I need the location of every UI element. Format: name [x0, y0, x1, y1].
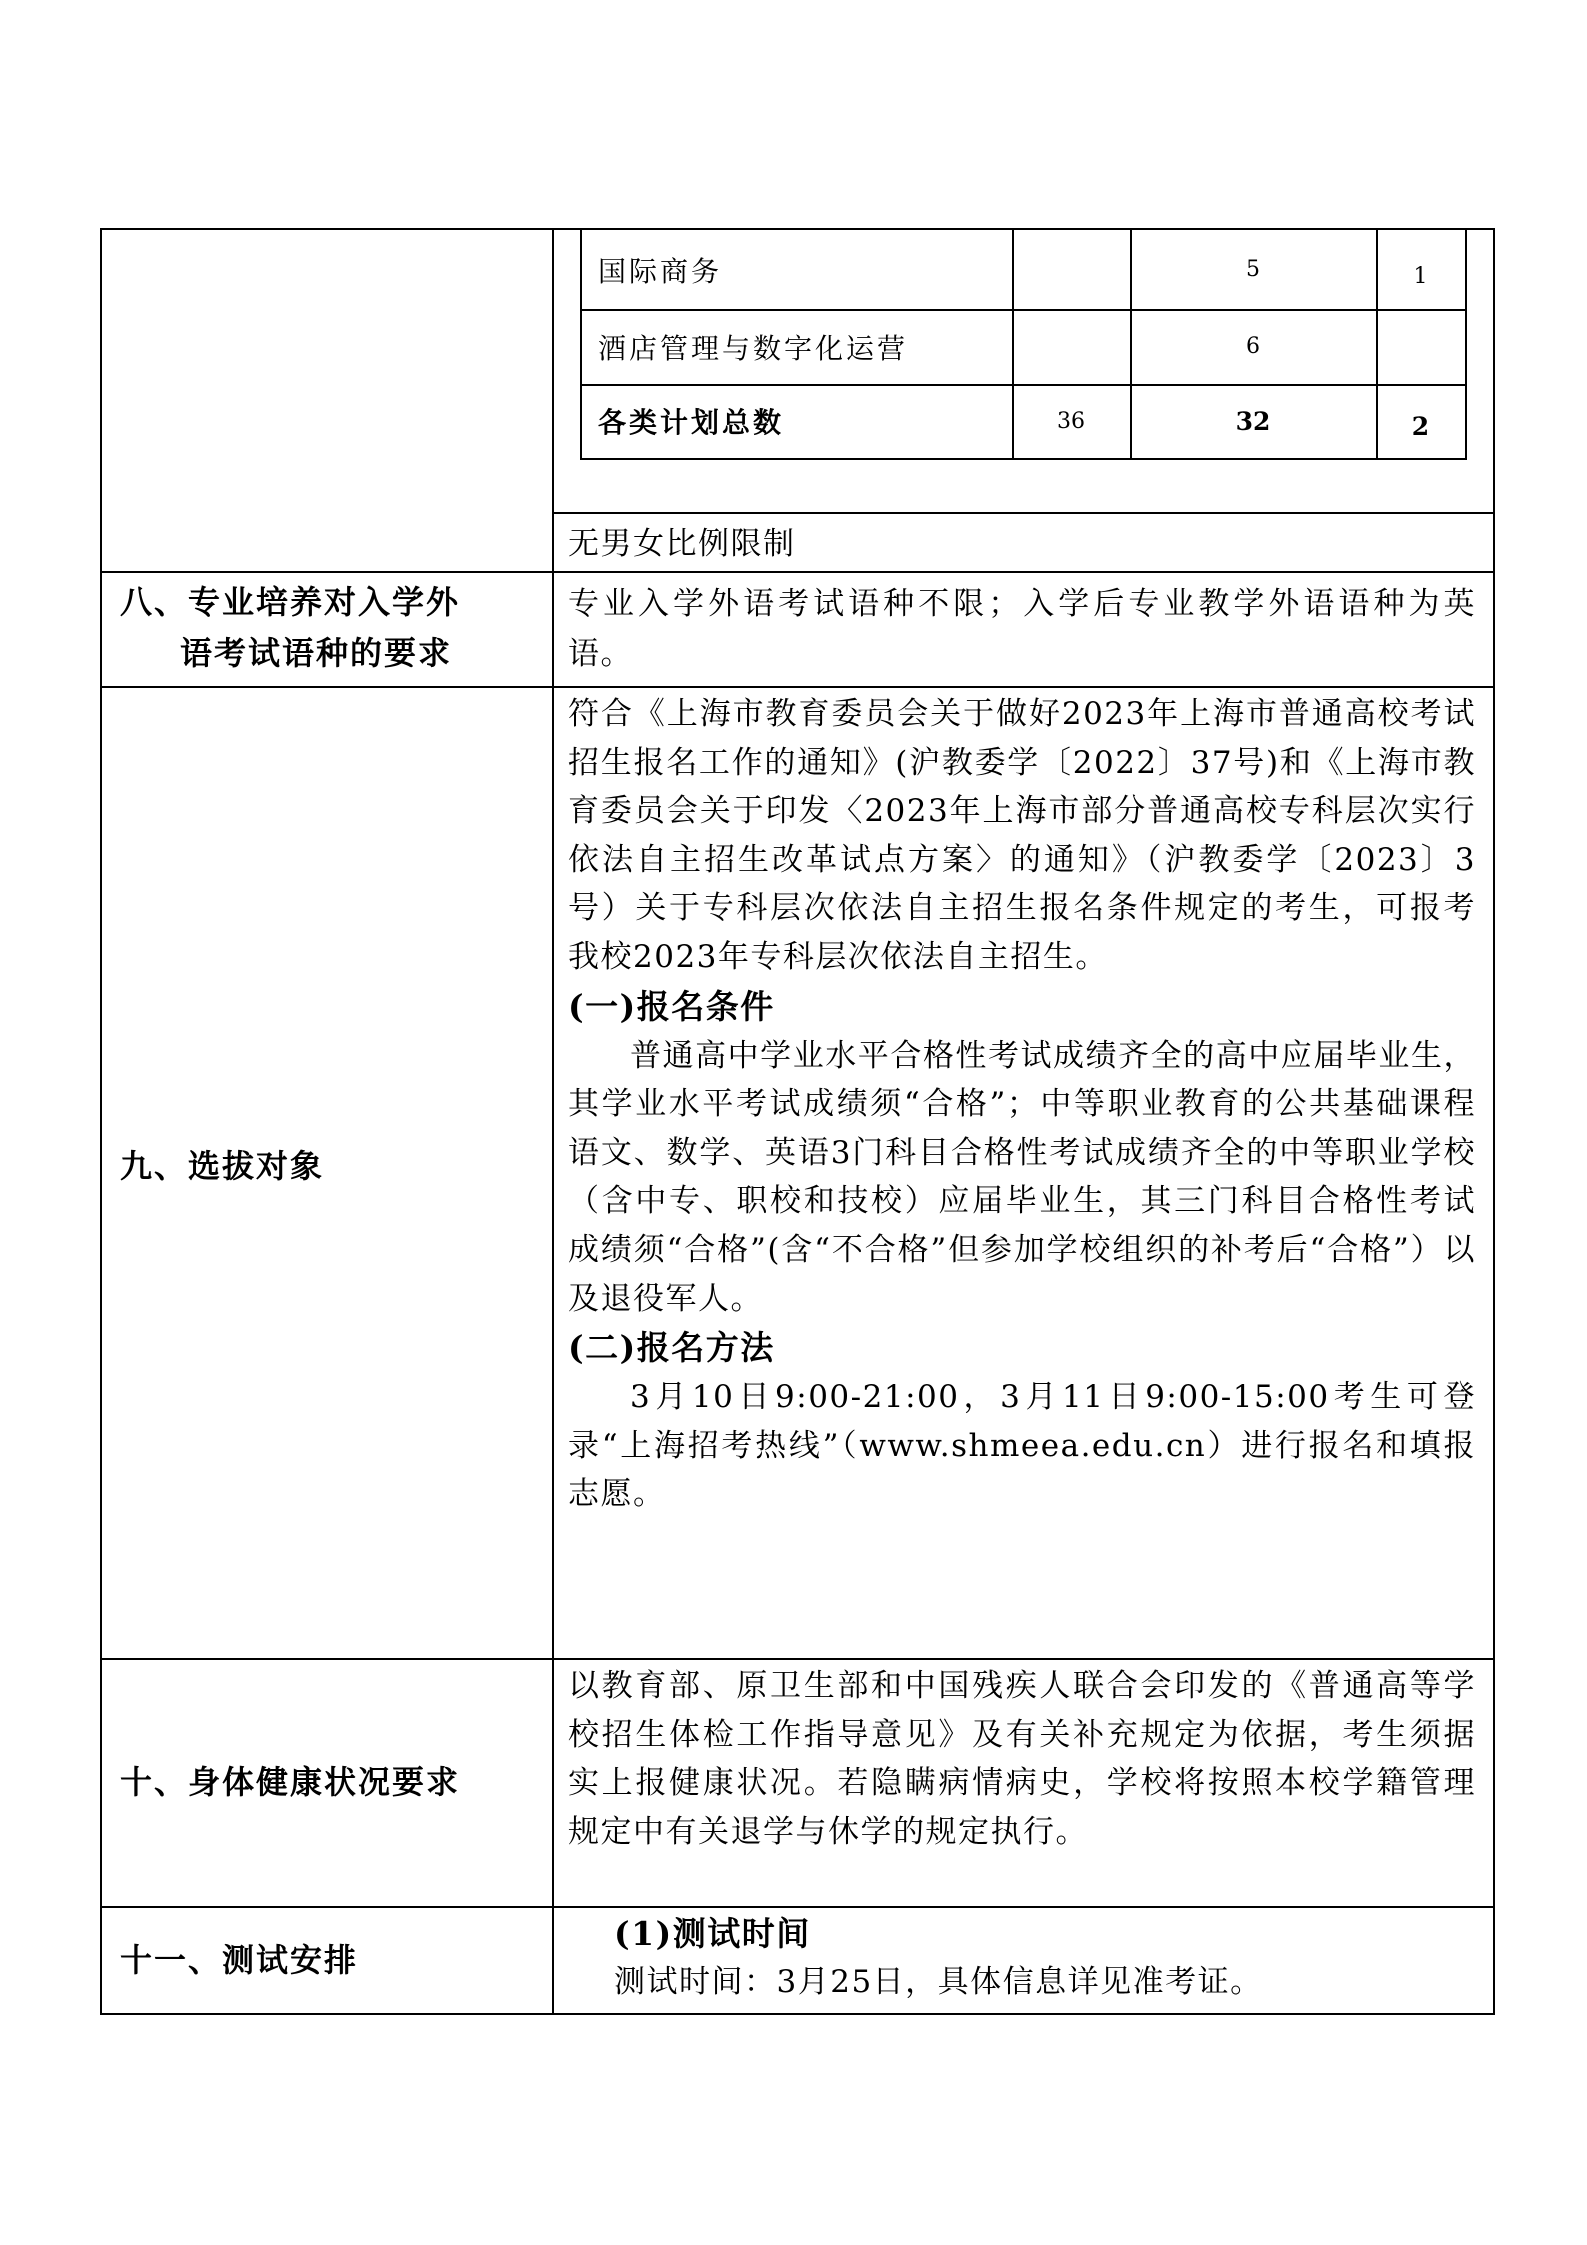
plan-count [1012, 309, 1130, 384]
row-divider [102, 1658, 1493, 1660]
plan-total: 32 [1235, 406, 1271, 436]
section8-text: 专业入学外语考试语种不限；入学后专业教学外语语种为英语。 [568, 586, 1476, 672]
table-row-total [582, 384, 1465, 458]
section11-content [614, 1910, 1474, 2006]
section10-text: 以教育部、原卫生部和中国残疾人联合会印发的《普通高等学校招生体检工作指导意见》及有关补充规定为依据，考生须据实上报健康状况。若隐瞒病情病史，学校将按照本校学籍管理规定中有关退学与休学的规定执行。 [568, 1668, 1476, 1850]
section8-label-line2: 语考试语种的要求 [180, 634, 453, 672]
row-divider [552, 512, 1493, 514]
row-divider [102, 1906, 1493, 1908]
section9-label: 九、选拔对象 [120, 1147, 325, 1185]
major-name: 国际商务 [598, 254, 723, 288]
section9-content [568, 690, 1476, 1519]
section9-intro: 符合《上海市教育委员会关于做好2023年上海市普通高校考试招生报名工作的通知》(沪教委学〔2022〕37号)和《上海市教育委员会关于印发〈2023年上海市部分普通高校专科层次实行依法自主招生改革试点方案〉的通知》（沪教委学〔2023〕3号）关于专科层次依法自主招生报名条件规定的考生，可报考我校2023年专科层次依法自主招生。 [568, 696, 1476, 975]
plan-count: 1 [1413, 264, 1428, 289]
section9-heading2: (二)报名方法 [568, 1328, 775, 1368]
admission-info-table [100, 228, 1495, 2015]
plan-count [1376, 309, 1465, 384]
plan-count [1012, 230, 1130, 309]
table-row [582, 309, 1465, 384]
gender-note: 无男女比例限制 [568, 526, 796, 562]
row-divider [102, 686, 1493, 688]
section9-para1: 普通高中学业水平合格性考试成绩齐全的高中应届毕业生，其学业水平考试成绩须“合格”；中等职业教育的公共基础课程语文、数学、英语3门科目合格性考试成绩齐全的中等职业学校（含中专、职校和技校）应届毕业生，其三门科目合格性考试成绩须“合格”(含“不合格”但参加学校组织的补考后“合格”）以及退役军人。 [568, 1037, 1476, 1317]
plan-count: 5 [1246, 257, 1260, 282]
section11-label: 十一、测试安排 [120, 1941, 359, 1979]
section11-text: 测试时间：3月25日，具体信息详见准考证。 [614, 1964, 1263, 2000]
section11-heading: (1)测试时间 [614, 1914, 811, 1953]
section8-label-line1: 八、专业培养对入学外 [120, 583, 461, 621]
plan-count: 6 [1246, 334, 1260, 359]
column-divider [552, 230, 554, 2013]
enrollment-plan-table [580, 230, 1467, 460]
section9-para2: 3月10日9:00-21:00，3月11日9:00-15:00考生可登录“上海招考热线”（www.shmeea.edu.cn）进行报名和填报志愿。 [568, 1379, 1476, 1513]
plan-total: 2 [1411, 411, 1430, 441]
total-label: 各类计划总数 [598, 406, 785, 439]
plan-total: 36 [1057, 408, 1085, 434]
table-row [582, 230, 1465, 309]
major-name: 酒店管理与数字化运营 [598, 331, 909, 365]
row-divider [102, 571, 1493, 573]
section10-label: 十、身体健康状况要求 [120, 1763, 461, 1801]
section9-heading1: (一)报名条件 [568, 986, 775, 1026]
